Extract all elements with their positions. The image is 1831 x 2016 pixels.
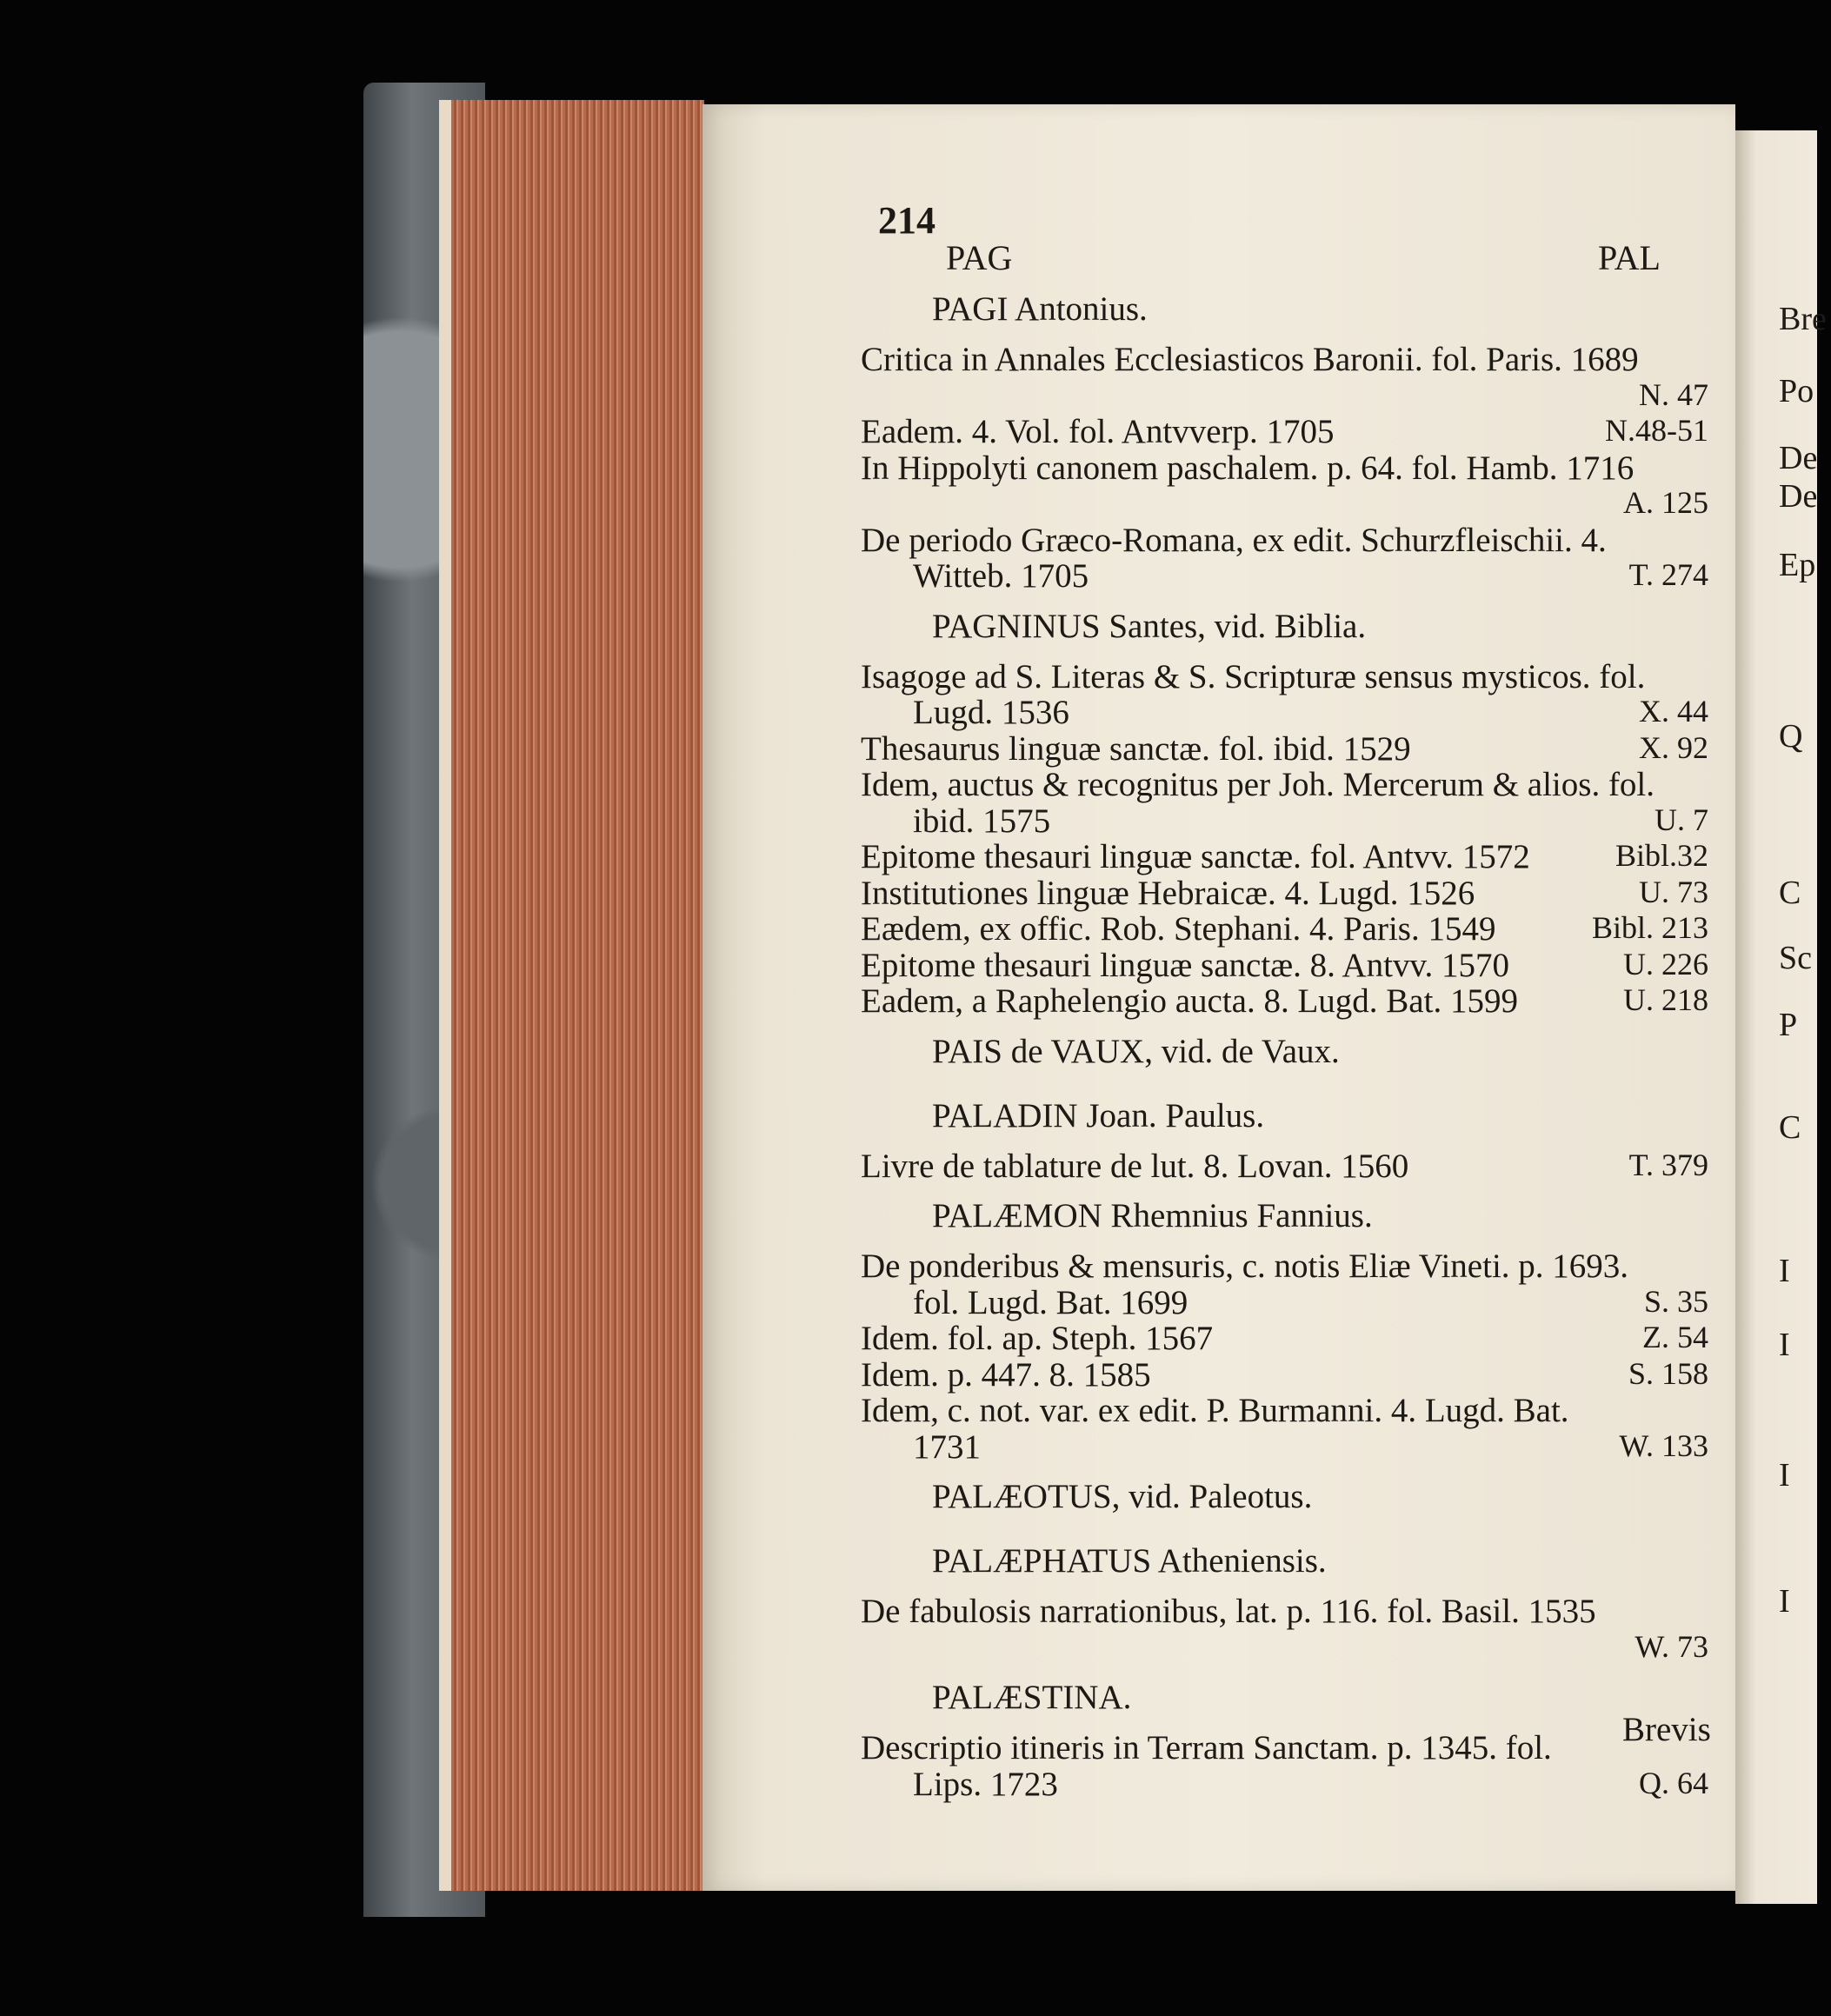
index-entry — [861, 909, 1708, 948]
author-name: PALADIN Joan. Paulus. — [932, 1096, 1265, 1134]
page-number: 214 — [878, 199, 935, 242]
index-entry — [861, 1283, 1708, 1321]
author-heading — [861, 1096, 1708, 1134]
shelf-reference: W. 133 — [1619, 1427, 1708, 1463]
shelf-reference: Q. 64 — [1639, 1765, 1708, 1800]
index-entry — [861, 657, 1708, 695]
index-entry — [861, 376, 1708, 415]
entry-text: 1731 — [913, 1427, 981, 1466]
index-entry — [861, 1765, 1708, 1803]
entry-text: Epitome thesauri linguæ sanctæ. 8. Antvv. 1570 — [861, 946, 1509, 984]
index-entry — [861, 1247, 1708, 1285]
entry-text: Eadem, a Raphelengio aucta. 8. Lugd. Bat. 1599 — [861, 982, 1518, 1020]
entry-text: Witteb. 1705 — [913, 557, 1089, 595]
right-page-fragment: I — [1779, 1457, 1790, 1494]
index-column — [861, 0, 1708, 2016]
index-entry — [861, 765, 1708, 803]
right-page-fragment: I — [1779, 1327, 1790, 1363]
shelf-reference: W. 73 — [1635, 1628, 1708, 1664]
entry-text: Idem. p. 447. 8. 1585 — [861, 1355, 1151, 1394]
author-name: PALÆPHATUS Atheniensis. — [932, 1542, 1327, 1580]
index-entry — [861, 1355, 1708, 1394]
index-entry — [861, 521, 1708, 559]
author-heading — [861, 1678, 1708, 1716]
index-entry — [861, 1628, 1708, 1667]
entry-text: Livre de tablature de lut. 8. Lovan. 1560 — [861, 1147, 1409, 1185]
index-entry — [861, 449, 1708, 487]
author-name: PAIS de VAUX, vid. de Vaux. — [932, 1032, 1340, 1070]
author-heading — [861, 1477, 1708, 1515]
right-page-fragment: I — [1779, 1583, 1790, 1620]
shelf-reference: U. 226 — [1623, 946, 1708, 981]
index-entry — [861, 874, 1708, 912]
running-head-left: PAG — [946, 238, 1013, 277]
index-entry — [861, 412, 1708, 450]
index-entry — [861, 693, 1708, 731]
author-heading — [861, 1541, 1708, 1580]
entry-text: ibid. 1575 — [913, 802, 1051, 840]
entry-text: Descriptio itineris in Terram Sanctam. p. 1345. fol. — [861, 1729, 1552, 1766]
entry-text: fol. Lugd. Bat. 1699 — [913, 1283, 1188, 1321]
index-entry — [861, 1427, 1708, 1466]
entry-text: Eadem. 4. Vol. fol. Antvverp. 1705 — [861, 413, 1335, 450]
entry-text: Lugd. 1536 — [913, 694, 1069, 731]
running-head-right: PAL — [1598, 238, 1661, 277]
entry-text: Institutiones linguæ Hebraicæ. 4. Lugd. 1526 — [861, 874, 1475, 912]
catchword: Brevis — [1622, 1711, 1711, 1748]
entry-text: Lips. 1723 — [913, 1765, 1058, 1803]
shelf-reference: S. 158 — [1628, 1355, 1708, 1391]
author-name: PALÆOTUS, vid. Paleotus. — [932, 1478, 1313, 1515]
index-entry — [861, 1728, 1708, 1766]
index-entry — [861, 340, 1708, 378]
entry-text: De ponderibus & mensuris, c. notis Eliæ Vineti. p. 1693. — [861, 1248, 1629, 1285]
right-page-fragment: Bre — [1779, 301, 1827, 337]
index-entry — [861, 1319, 1708, 1357]
right-page-fragment: Ep — [1779, 547, 1816, 583]
shelf-reference: A. 125 — [1623, 485, 1708, 520]
index-entry — [861, 729, 1708, 768]
author-name: PAGNINUS Santes, vid. Biblia. — [932, 607, 1367, 645]
entry-text: Isagoge ad S. Literas & S. Scripturæ sensus mysticos. fol. — [861, 657, 1646, 695]
entry-text: Idem. fol. ap. Steph. 1567 — [861, 1320, 1214, 1357]
entry-text: De periodo Græco-Romana, ex edit. Schurzfleischii. 4. — [861, 521, 1607, 559]
right-page-fragment: Q — [1779, 718, 1803, 755]
entry-text: Thesaurus linguæ sanctæ. fol. ibid. 1529 — [861, 729, 1411, 768]
shelf-reference: Bibl. 213 — [1591, 910, 1708, 945]
index-entry — [861, 556, 1708, 595]
entry-text: Eædem, ex offic. Rob. Stephani. 4. Paris. 1549 — [861, 910, 1496, 948]
entry-text: Idem, c. not. var. ex edit. P. Burmanni. 4. Lugd. Bat. — [861, 1392, 1569, 1429]
shelf-reference: T. 379 — [1628, 1147, 1708, 1182]
shelf-reference: Bibl.32 — [1615, 838, 1708, 873]
shelf-reference: X. 44 — [1639, 694, 1708, 729]
entry-text: In Hippolyti canonem paschalem. p. 64. fol. Hamb. 1716 — [861, 449, 1635, 487]
shelf-reference: N. 47 — [1639, 376, 1708, 412]
right-page-fragment: Po — [1779, 373, 1814, 409]
shelf-reference: S. 35 — [1643, 1283, 1708, 1319]
right-page-fragment: P — [1779, 1007, 1798, 1043]
shelf-reference: T. 274 — [1628, 557, 1708, 592]
index-entry — [861, 1592, 1708, 1630]
right-page-fragment: C — [1779, 1109, 1801, 1146]
entry-text: Critica in Annales Ecclesiasticos Baronii. fol. Paris. 1689 — [861, 341, 1639, 378]
shelf-reference: U. 218 — [1623, 982, 1708, 1017]
entry-text: De fabulosis narrationibus, lat. p. 116. fol. Basil. 1535 — [861, 1593, 1596, 1630]
right-page-edge — [1735, 130, 1827, 1904]
index-entry — [861, 1391, 1708, 1429]
shelf-reference: X. 92 — [1639, 729, 1708, 765]
entry-text: Epitome thesauri linguæ sanctæ. fol. Antvv. 1572 — [861, 838, 1530, 875]
shelf-reference: U. 7 — [1655, 802, 1708, 837]
index-entry — [861, 1147, 1708, 1185]
right-page-fragment: I — [1779, 1253, 1790, 1289]
author-heading — [861, 289, 1708, 328]
page-edges — [439, 100, 704, 1891]
index-entry — [861, 946, 1708, 984]
author-heading — [861, 607, 1708, 645]
right-page-fragment: C — [1779, 875, 1801, 911]
index-entry — [861, 484, 1708, 522]
right-page-fragment: Sc — [1779, 940, 1812, 976]
shelf-reference: Z. 54 — [1642, 1320, 1708, 1354]
author-heading — [861, 1032, 1708, 1070]
author-name: PAGI Antonius. — [932, 290, 1148, 328]
right-page-fragment: De — [1779, 440, 1818, 476]
shelf-reference: U. 73 — [1639, 874, 1708, 909]
entry-text: Idem, auctus & recognitus per Joh. Mercerum & alios. fol. — [861, 766, 1655, 803]
right-page-fragment: De — [1779, 478, 1818, 515]
author-heading — [861, 1196, 1708, 1234]
index-entry — [861, 981, 1708, 1020]
index-entry — [861, 802, 1708, 840]
index-entry — [861, 837, 1708, 875]
shelf-reference: N.48-51 — [1605, 413, 1708, 448]
author-name: PALÆSTINA. — [932, 1679, 1132, 1716]
author-name: PALÆMON Rhemnius Fannius. — [932, 1197, 1373, 1234]
